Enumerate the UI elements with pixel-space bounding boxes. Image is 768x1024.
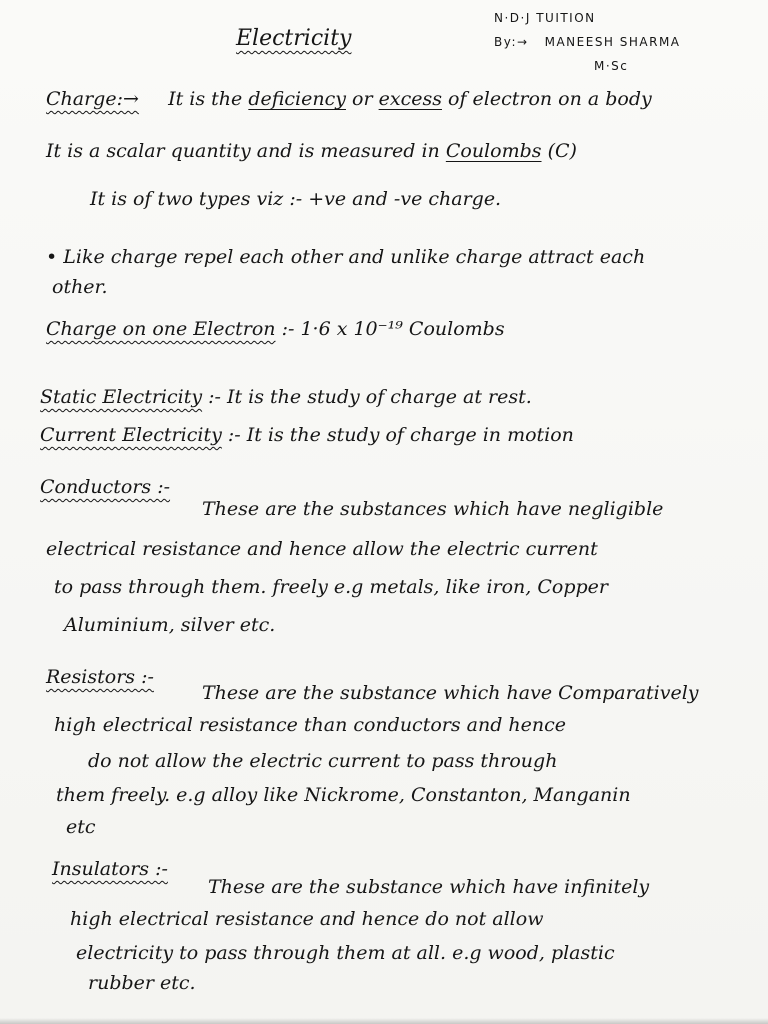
by-label: By:→ [494,35,529,49]
author-degree: M·Sc [594,59,629,73]
charge-line-3: It is of two types viz :- +ve and -ve charge. [90,188,502,210]
static-text: :- It is the study of charge at rest. [208,386,532,408]
charge-l1-a: It is the [168,88,243,110]
conductors-line-3: to pass through them. freely e.g metals, like iron, Copper [54,576,608,598]
insulators-line-3: electricity to pass through them at all. e.g wood, plastic [76,942,615,964]
insulators-line-1: These are the substance which have infinitely [208,876,650,898]
conductors-line-1: These are the substances which have negligible [202,498,664,520]
resistors-line-4: them freely. e.g alloy like Nickrome, Constanton, Manganin [56,784,631,806]
charge-electron-label: Charge on one Electron [46,318,276,340]
charge-l2-coulombs: Coulombs [445,140,542,162]
charge-l1-e: of electron on a body [448,88,652,110]
charge-l1-deficiency: deficiency [248,88,346,110]
charge-line-2 [46,142,577,161]
current-heading: Current Electricity [40,424,222,446]
author-name: MANEESH SHARMA [544,35,681,49]
author-line [494,36,681,48]
charge-line-4: • Like charge repel each other and unlike charge attract each [46,246,646,268]
page-title: Electricity [236,26,352,51]
current-text: :- It is the study of charge in motion [227,424,574,446]
resistors-line-2: high electrical resistance than conductors and hence [54,714,567,736]
insulators-heading: Insulators :- [52,858,168,880]
charge-electron-line [46,320,505,339]
charge-line-1 [46,90,652,109]
conductors-line-2: electrical resistance and hence allow the electric current [46,538,598,560]
conductors-line-4: Aluminium, silver etc. [64,614,276,636]
current-electricity-line [40,426,574,445]
charge-l1-or: or [352,88,373,110]
insulators-line-4: rubber etc. [88,972,196,994]
resistors-line-1: These are the substance which have Comparatively [202,682,699,704]
conductors-heading: Conductors :- [40,476,171,498]
charge-heading: Charge:→ [46,88,139,110]
charge-l1-excess: excess [378,88,442,110]
resistors-line-3: do not allow the electric current to pass through [88,750,558,772]
tuition-name: N·D·J TUITION [494,11,596,25]
page-bottom-shadow [0,1018,768,1024]
static-electricity-line [40,388,532,407]
charge-l2-a: It is a scalar quantity and is measured in [46,140,440,162]
insulators-line-2: high electrical resistance and hence do not allow [70,908,544,930]
charge-line-5: other. [52,276,108,298]
resistors-heading: Resistors :- [46,666,154,688]
resistors-line-5: etc [66,816,96,838]
charge-electron-value: :- 1·6 x 10⁻¹⁹ Coulombs [281,318,505,340]
static-heading: Static Electricity [40,386,203,408]
charge-l2-c: (C) [547,140,577,162]
